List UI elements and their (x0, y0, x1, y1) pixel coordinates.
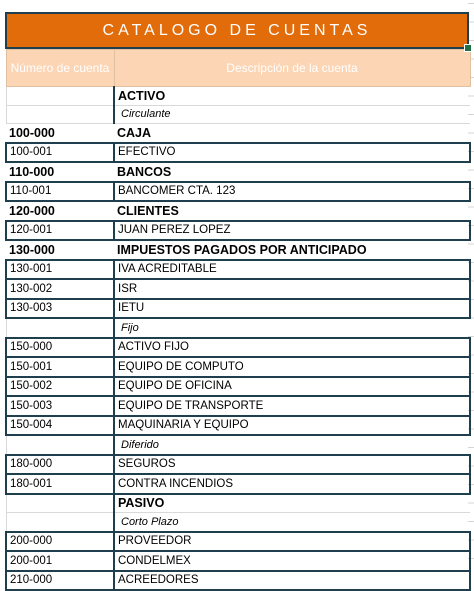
subsection-label-cell[interactable]: Circulante (114, 105, 470, 124)
account-description-cell[interactable]: ACREEDORES (114, 571, 470, 591)
section-label-cell[interactable]: PASIVO (114, 494, 470, 513)
table-row (6, 105, 470, 124)
account-code-cell[interactable]: 120-000 (9, 203, 55, 218)
header-account-number[interactable]: Número de cuenta (6, 50, 114, 87)
account-code-cell[interactable]: 130-001 (6, 260, 114, 280)
account-code-cell[interactable]: 100-001 (6, 143, 114, 163)
account-code-cell[interactable]: 150-002 (6, 377, 114, 397)
account-description-cell[interactable]: EQUIPO DE TRANSPORTE (114, 396, 470, 416)
account-code-cell[interactable]: 180-001 (6, 474, 114, 494)
account-code-cell[interactable]: 150-004 (6, 416, 114, 436)
account-description-cell[interactable]: ISR (114, 279, 470, 299)
table-row (6, 221, 470, 241)
subsection-label-cell[interactable]: Corto Plazo (114, 513, 470, 532)
table-row (6, 494, 470, 513)
account-description-cell[interactable]: EQUIPO DE OFICINA (114, 377, 470, 397)
table-row (6, 532, 470, 552)
account-code-cell[interactable]: 180-000 (6, 455, 114, 475)
header-description[interactable]: Descripción de la cuenta (114, 50, 470, 87)
table-row (6, 513, 470, 532)
account-code-cell[interactable]: 100-000 (9, 125, 55, 140)
account-code-cell[interactable]: 110-000 (9, 164, 55, 179)
fill-handle[interactable] (464, 44, 472, 52)
account-description-cell[interactable]: CLIENTES (117, 203, 179, 218)
account-code-cell[interactable]: 200-000 (6, 532, 114, 552)
table-row (6, 87, 470, 106)
header-row (6, 50, 470, 87)
table-row (6, 455, 470, 475)
account-description-cell[interactable]: JUAN PEREZ LOPEZ (114, 221, 470, 241)
account-description-cell[interactable]: IETU (114, 299, 470, 319)
account-code-cell[interactable]: 120-001 (6, 221, 114, 241)
table-row (6, 124, 470, 143)
account-code-cell[interactable]: 200-001 (6, 551, 114, 571)
title-cell[interactable] (5, 12, 469, 49)
account-description-cell[interactable]: IVA ACREDITABLE (114, 260, 470, 280)
account-code-cell[interactable]: 210-000 (6, 571, 114, 591)
account-description-cell[interactable]: EFECTIVO (114, 143, 470, 163)
account-code-cell[interactable]: 150-001 (6, 357, 114, 377)
table-row (6, 357, 470, 377)
account-code-cell[interactable] (6, 435, 114, 455)
table-row (6, 299, 470, 319)
table-row (6, 260, 470, 280)
account-description-cell[interactable]: IMPUESTOS PAGADOS POR ANTICIPADO (117, 242, 367, 257)
subsection-label-cell[interactable]: Fijo (114, 318, 470, 338)
account-description-cell[interactable]: EQUIPO DE COMPUTO (114, 357, 470, 377)
accounts-table (5, 49, 471, 591)
account-code-cell[interactable] (6, 318, 114, 338)
account-code-cell[interactable]: 130-003 (6, 299, 114, 319)
sheet-title: CATALOGO DE CUENTAS (102, 22, 372, 39)
table-row (6, 396, 470, 416)
table-row (6, 571, 470, 591)
table-row (6, 416, 470, 436)
account-description-cell[interactable]: BANCOS (117, 164, 172, 179)
account-code-cell[interactable]: 150-003 (6, 396, 114, 416)
table-row (6, 551, 470, 571)
account-code-cell[interactable] (6, 494, 114, 513)
table-row (6, 377, 470, 397)
table-row (6, 162, 470, 182)
account-description-cell[interactable]: CONDELMEX (114, 551, 470, 571)
account-code-cell[interactable] (6, 513, 114, 532)
account-description-cell[interactable]: PROVEEDOR (114, 532, 470, 552)
account-code-cell[interactable] (6, 87, 114, 106)
account-code-cell[interactable]: 110-001 (6, 182, 114, 202)
table-row (6, 279, 470, 299)
table-row (6, 182, 470, 202)
table-row (6, 435, 470, 455)
table-row (6, 240, 470, 260)
subsection-label-cell[interactable]: Diferido (114, 435, 470, 455)
section-label-cell[interactable]: ACTIVO (114, 87, 470, 106)
account-code-cell[interactable]: 150-000 (6, 338, 114, 358)
table-row (6, 474, 470, 494)
account-code-cell[interactable]: 130-000 (9, 242, 55, 257)
account-rows (6, 87, 470, 591)
account-description-cell[interactable]: SEGUROS (114, 455, 470, 475)
spreadsheet (5, 12, 469, 591)
table-row (6, 201, 470, 221)
table-row (6, 338, 470, 358)
account-description-cell[interactable]: MAQUINARIA Y EQUIPO (114, 416, 470, 436)
account-description-cell[interactable]: CAJA (117, 125, 152, 140)
account-description-cell[interactable]: CONTRA INCENDIOS (114, 474, 470, 494)
account-description-cell[interactable]: ACTIVO FIJO (114, 338, 470, 358)
table-row (6, 318, 470, 338)
account-description-cell[interactable]: BANCOMER CTA. 123 (114, 182, 470, 202)
account-code-cell[interactable]: 130-002 (6, 279, 114, 299)
account-code-cell[interactable] (6, 105, 114, 124)
table-row (6, 143, 470, 163)
